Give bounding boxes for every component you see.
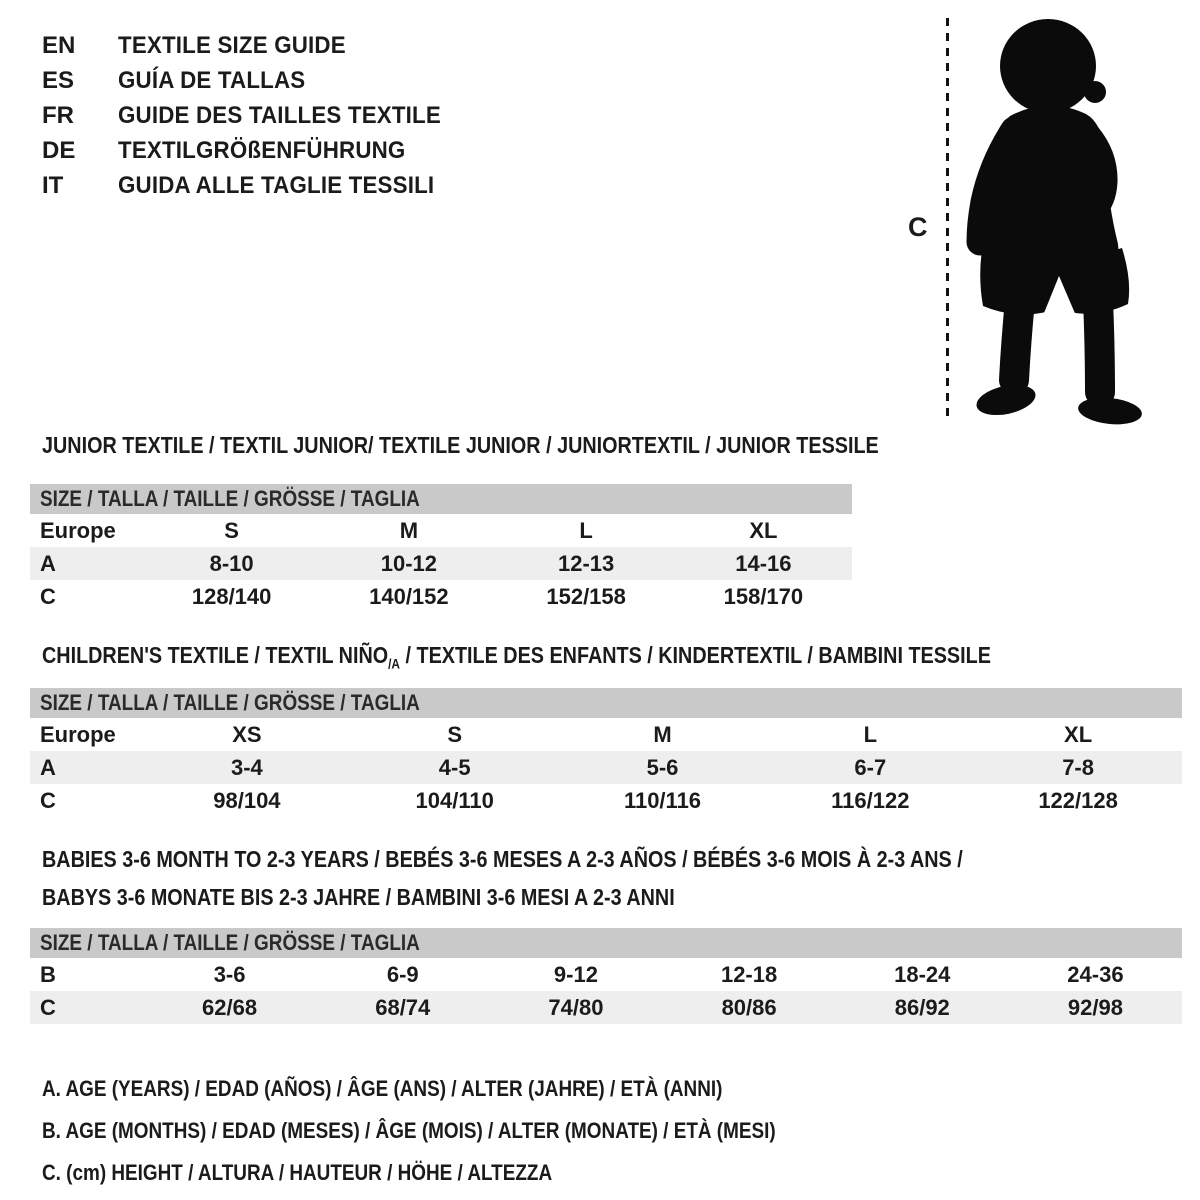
babies-months-4: 12-18 (720, 961, 778, 987)
legend-line-b-text: B. AGE (MONTHS) / EDAD (MESES) / ÂGE (MOIS) / ALTER (MONATE) / ETÀ (MESI) (42, 1118, 776, 1143)
children-height-xl: 122/128 (1038, 787, 1118, 813)
junior-section-title-text: JUNIOR TEXTILE / TEXTIL JUNIOR/ TEXTILE JUNIOR / JUNIORTEXTIL / JUNIOR TESSILE (42, 432, 879, 458)
junior-age-xl: 14-16 (735, 550, 792, 576)
lang-title-it (118, 172, 458, 200)
junior-height-s: 128/140 (191, 583, 272, 609)
row-label-c: C (40, 994, 56, 1020)
junior-age-m: 10-12 (380, 550, 438, 576)
legend-line-a-text: A. AGE (YEARS) / EDAD (AÑOS) / ÂGE (ANS) / ALTER (JAHRE) / ETÀ (ANNI) (42, 1076, 723, 1101)
junior-age-l: 12-13 (557, 550, 615, 576)
children-col-xs: XS (232, 721, 262, 747)
babies-height-5: 86/92 (894, 994, 950, 1020)
children-age-m: 5-6 (646, 754, 679, 780)
children-col-xl: XL (1064, 721, 1093, 747)
children-age-s: 4-5 (438, 754, 471, 780)
row-label-europe: Europe (40, 721, 116, 747)
children-section-title-text (42, 642, 991, 672)
babies-section-title-line1 (42, 846, 1113, 873)
lang-code-it: IT (42, 171, 64, 199)
junior-row-age (30, 547, 852, 580)
children-size-header-bar (30, 688, 1182, 718)
junior-size-table (30, 484, 852, 613)
junior-age-s: 8-10 (209, 550, 254, 576)
lang-code-en: EN (42, 31, 76, 59)
language-title-list (42, 28, 465, 203)
row-label-c: C (40, 787, 56, 813)
children-height-m: 110/116 (623, 787, 702, 813)
lang-title-en (118, 32, 363, 60)
lang-row-es (42, 63, 465, 98)
babies-months-2: 6-9 (386, 961, 419, 987)
row-label-a: A (40, 754, 56, 780)
lang-title-de-text: TEXTILGRÖßENFÜHRUNG (118, 136, 406, 164)
children-title-subscript: /A (388, 656, 401, 672)
junior-col-m: M (399, 517, 419, 543)
children-size-header-label: SIZE / TALLA / TAILLE / GRÖSSE / TAGLIA (40, 690, 420, 715)
babies-months-5: 18-24 (894, 961, 951, 987)
lang-code-fr: FR (42, 101, 74, 129)
children-col-l: L (863, 721, 878, 747)
babies-months-1: 3-6 (213, 961, 246, 987)
height-measure-dashed-line (946, 18, 949, 416)
row-label-europe: Europe (40, 517, 116, 543)
children-title-pre: CHILDREN'S TEXTILE / TEXTIL NIÑO (42, 642, 389, 668)
junior-col-l: L (579, 517, 593, 543)
children-section-title (42, 642, 1145, 672)
junior-height-m: 140/152 (369, 583, 449, 609)
lang-title-de (118, 137, 427, 165)
junior-height-xl: 158/170 (723, 583, 804, 609)
children-origin-row (30, 718, 1182, 751)
babies-height-3: 74/80 (548, 994, 604, 1020)
babies-height-6: 92/98 (1067, 994, 1123, 1020)
legend-line-a (42, 1068, 895, 1110)
junior-section-title (42, 432, 1015, 459)
children-title-post: / TEXTILE DES ENFANTS / KINDERTEXTIL / BAMBINI TESSILE (400, 642, 991, 668)
legend-line-b (42, 1110, 895, 1152)
lang-row-de (42, 133, 465, 168)
lang-title-fr (118, 102, 465, 130)
children-col-m: M (653, 721, 672, 747)
babies-height-1: 62/68 (202, 994, 258, 1020)
children-col-s: S (447, 721, 463, 747)
children-height-s: 104/110 (415, 787, 494, 813)
legend (42, 1068, 895, 1194)
junior-size-header-label: SIZE / TALLA / TAILLE / GRÖSSE / TAGLIA (40, 486, 420, 511)
lang-row-it (42, 168, 465, 203)
babies-months-6: 24-36 (1067, 961, 1124, 987)
children-size-table (30, 688, 1182, 817)
children-row-age (30, 751, 1182, 784)
children-age-xs: 3-4 (231, 754, 263, 780)
lang-row-en (42, 28, 465, 63)
row-label-c: C (40, 583, 56, 609)
toddler-silhouette-icon (958, 12, 1148, 427)
lang-row-fr (42, 98, 465, 133)
babies-section-title-line2 (42, 884, 778, 911)
junior-height-l: 152/158 (546, 583, 626, 609)
children-height-xs: 98/104 (213, 787, 281, 813)
babies-row-height (30, 991, 1182, 1024)
children-age-l: 6-7 (854, 754, 887, 780)
lang-title-en-text: TEXTILE SIZE GUIDE (118, 31, 346, 59)
junior-origin-row (30, 514, 852, 547)
junior-col-s: S (224, 517, 239, 543)
lang-title-it-text: GUIDA ALLE TAGLIE TESSILI (118, 171, 435, 199)
babies-height-2: 68/74 (375, 994, 431, 1020)
babies-size-header-label: SIZE / TALLA / TAILLE / GRÖSSE / TAGLIA (40, 930, 420, 955)
babies-months-3: 9-12 (553, 961, 598, 987)
junior-size-header-bar (30, 484, 852, 514)
children-age-xl: 7-8 (1062, 754, 1094, 780)
babies-size-header-bar (30, 928, 1182, 958)
babies-height-4: 80/86 (721, 994, 777, 1020)
height-measure-label: C (908, 212, 928, 242)
junior-row-height (30, 580, 852, 613)
babies-title-line1-text: BABIES 3-6 MONTH TO 2-3 YEARS / BEBÉS 3-6 MESES A 2-3 AÑOS / BÉBÉS 3-6 MOIS À 2-3 ANS / (42, 846, 963, 872)
lang-title-fr-text: GUIDE DES TAILLES TEXTILE (118, 101, 441, 129)
babies-size-table (30, 928, 1182, 1024)
row-label-b: B (40, 961, 56, 987)
junior-col-xl: XL (749, 517, 778, 543)
lang-code-es: ES (42, 66, 75, 94)
lang-title-es (118, 67, 319, 95)
legend-line-c (42, 1152, 895, 1194)
children-row-height (30, 784, 1182, 817)
babies-title-line2-text: BABYS 3-6 MONATE BIS 2-3 JAHRE / BAMBINI 3-6 MESI A 2-3 ANNI (42, 884, 675, 910)
lang-code-de: DE (42, 136, 76, 164)
legend-line-c-text: C. (cm) HEIGHT / ALTURA / HAUTEUR / HÖHE / ALTEZZA (42, 1160, 553, 1185)
row-label-a: A (40, 550, 56, 576)
children-height-l: 116/122 (831, 787, 910, 813)
lang-title-es-text: GUÍA DE TALLAS (118, 66, 306, 94)
babies-row-months (30, 958, 1182, 991)
